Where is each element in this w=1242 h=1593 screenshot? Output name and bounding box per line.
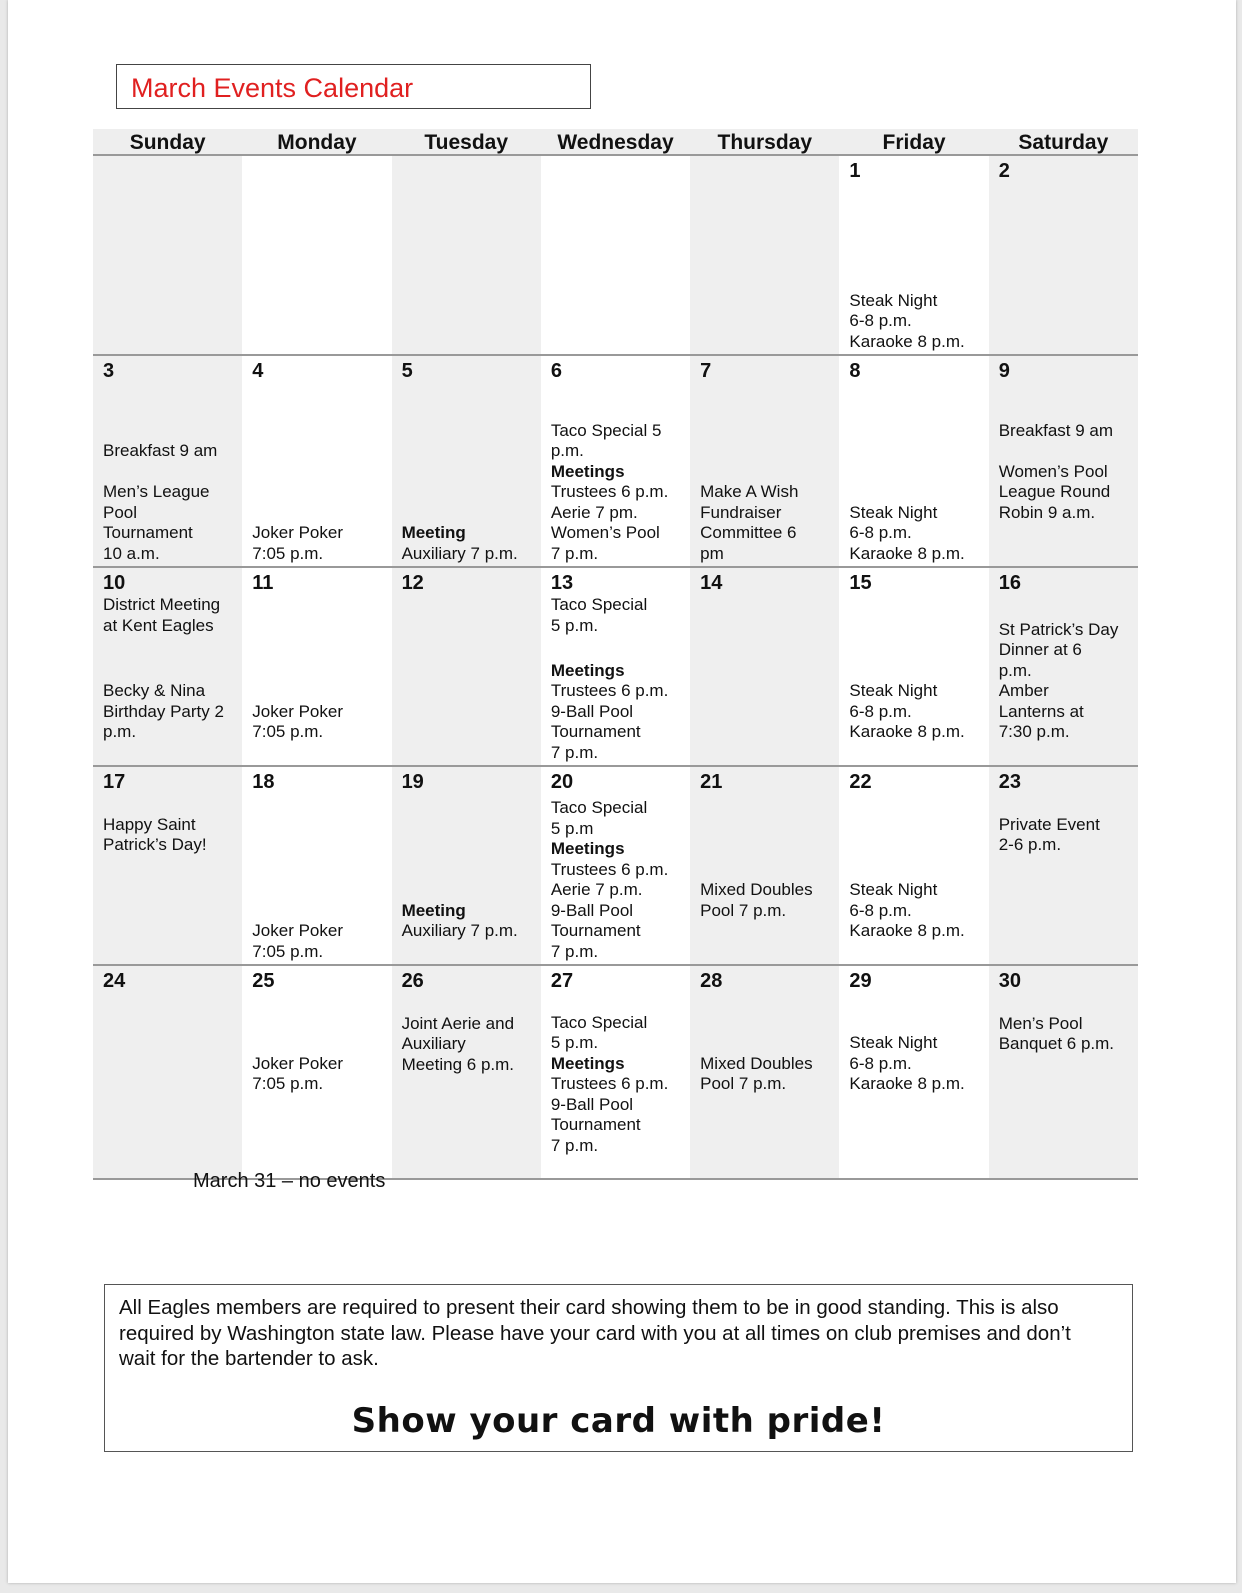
event-line: Steak Night <box>849 1033 938 1053</box>
day-events <box>849 794 978 964</box>
event-line: Men’s League <box>103 482 210 501</box>
day-cell <box>541 966 690 1178</box>
event-line: Fundraiser <box>700 502 782 522</box>
day-cell <box>989 156 1138 354</box>
day-events-top <box>999 993 1128 1055</box>
event-line: 6-8 p.m. <box>849 900 912 920</box>
day-events <box>849 383 978 566</box>
day-events <box>999 595 1128 765</box>
event-line: Joker Poker <box>252 921 343 940</box>
day-events <box>551 383 680 566</box>
event-line: Taco Special <box>550 1012 648 1032</box>
day-cell <box>93 156 242 354</box>
event-line: 6-8 p.m. <box>849 311 912 330</box>
event-line: Auxiliary 7 p.m. <box>401 543 518 563</box>
notice-text: All Eagles members are required to present their card showing them to be in good standing. This is also required by Washington state law. Please have your card with you at all times on club premises and don’t wait for the bartender to ask. <box>119 1296 1071 1370</box>
event-line <box>849 942 978 963</box>
day-events <box>103 993 232 1178</box>
day-cell <box>93 966 242 1178</box>
event-line: 9-Ball Pool <box>550 900 634 920</box>
event-line: Committee 6 <box>700 523 797 542</box>
day-events <box>551 993 680 1178</box>
membership-notice <box>104 1284 1133 1452</box>
no-events-note: March 31 – no events <box>193 1170 386 1192</box>
event-line: Breakfast 9 am <box>103 441 218 460</box>
event-line: Steak Night <box>849 502 938 522</box>
event-line: Aerie 7 p.m. <box>550 880 643 899</box>
event-line: Happy Saint <box>103 814 196 834</box>
weekday-friday: Friday <box>882 131 946 154</box>
day-events <box>402 794 531 964</box>
event-line <box>999 544 1128 565</box>
event-line: p.m. <box>550 441 584 460</box>
event-line: League Round <box>998 482 1111 501</box>
event-line <box>103 462 232 483</box>
notice-tagline: Show your card with pride! <box>351 1401 886 1441</box>
day-events <box>849 595 978 765</box>
event-line <box>700 1095 829 1116</box>
day-cell <box>242 156 391 354</box>
event-line: Private Event <box>998 814 1100 834</box>
day-cell <box>392 966 541 1178</box>
week-row <box>93 156 1138 356</box>
event-line: 7 p.m. <box>550 941 599 961</box>
day-number: 26 <box>401 970 424 992</box>
day-events <box>103 159 232 354</box>
day-events-top <box>999 794 1128 856</box>
event-line: Lanterns at <box>998 701 1084 721</box>
day-number: 28 <box>700 970 723 992</box>
day-number: 5 <box>401 360 413 382</box>
event-line: Banquet 6 p.m. <box>998 1034 1115 1053</box>
event-line: Becky & Nina <box>103 681 206 700</box>
day-cell <box>989 356 1138 566</box>
calendar-weeks <box>93 156 1138 1180</box>
day-number: 18 <box>252 771 275 793</box>
event-line: Auxiliary <box>401 1034 466 1053</box>
event-line: Meeting <box>401 523 466 542</box>
title-box <box>116 64 591 109</box>
day-events <box>999 1055 1128 1179</box>
event-line: Meeting <box>401 900 466 920</box>
event-line: Meeting 6 p.m. <box>401 1054 515 1074</box>
day-events <box>551 794 680 964</box>
event-line: Joint Aerie and <box>401 1013 515 1033</box>
day-cell <box>541 568 690 765</box>
event-line: Trustees 6 p.m. <box>550 482 669 501</box>
event-line: 6-8 p.m. <box>849 1053 912 1073</box>
day-cell <box>541 156 690 354</box>
event-line: 5 p.m. <box>550 615 599 635</box>
event-line: Steak Night <box>849 880 938 899</box>
day-events <box>700 595 829 765</box>
day-cell <box>392 356 541 566</box>
day-cell <box>690 767 839 964</box>
event-line: Mixed Doubles <box>700 1053 813 1073</box>
day-number: 23 <box>998 771 1021 793</box>
event-line: Tournament <box>550 722 641 741</box>
week-row <box>93 356 1138 568</box>
event-line <box>700 942 829 963</box>
event-line: Taco Special 5 <box>550 420 662 440</box>
day-number: 29 <box>849 970 872 992</box>
day-events <box>700 993 829 1178</box>
day-cell <box>93 767 242 964</box>
event-line: Steak Night <box>849 681 938 700</box>
event-line <box>402 942 531 963</box>
day-events <box>402 595 531 765</box>
event-line <box>700 921 829 942</box>
event-line: Auxiliary 7 p.m. <box>401 921 518 940</box>
event-line: Meetings <box>550 461 625 481</box>
weekday-monday: Monday <box>277 131 357 154</box>
day-number: 11 <box>252 572 274 594</box>
day-events <box>252 383 381 566</box>
event-line <box>849 1095 978 1116</box>
event-line: Meetings <box>550 660 625 680</box>
event-line: Robin 9 a.m. <box>998 502 1096 522</box>
day-cell <box>541 356 690 566</box>
day-cell <box>839 156 988 354</box>
event-line: Taco Special <box>550 595 648 614</box>
day-number: 15 <box>849 572 872 594</box>
day-number: 7 <box>700 360 712 382</box>
weekday-tuesday: Tuesday <box>424 131 509 154</box>
event-line: 7:30 p.m. <box>998 722 1070 741</box>
day-cell <box>242 356 391 566</box>
day-number: 30 <box>998 970 1021 992</box>
weekday-saturday: Saturday <box>1018 131 1109 154</box>
event-line: Breakfast 9 am <box>998 420 1114 440</box>
day-number: 13 <box>550 572 574 594</box>
event-line: District Meeting <box>103 595 221 614</box>
day-events <box>402 383 531 566</box>
day-events <box>103 636 232 765</box>
event-line: p.m. <box>103 722 137 741</box>
event-line: 7:05 p.m. <box>252 941 324 961</box>
event-line: Trustees 6 p.m. <box>550 859 669 879</box>
event-line: Trustees 6 p.m. <box>550 681 669 700</box>
day-cell <box>839 767 988 964</box>
weekday-thursday: Thursday <box>717 131 813 154</box>
day-events <box>252 159 381 354</box>
day-cell <box>839 568 988 765</box>
day-events <box>103 383 232 566</box>
day-number: 9 <box>998 360 1010 382</box>
event-line <box>402 993 531 1014</box>
day-cell <box>93 356 242 566</box>
day-cell <box>839 966 988 1178</box>
day-events <box>999 856 1128 965</box>
day-number: 16 <box>998 572 1021 594</box>
day-number: 1 <box>849 160 861 182</box>
day-number: 22 <box>849 771 872 793</box>
day-number: 8 <box>849 360 861 382</box>
event-line <box>252 1095 381 1116</box>
day-number: 27 <box>550 970 574 992</box>
day-cell <box>242 966 391 1178</box>
day-events <box>252 794 381 964</box>
day-number: 12 <box>401 572 424 594</box>
event-line: 6-8 p.m. <box>849 701 912 721</box>
event-line <box>252 743 381 764</box>
event-line: 7 p.m. <box>550 1135 599 1155</box>
event-line: Amber <box>998 681 1049 700</box>
event-line: Joker Poker <box>252 701 343 721</box>
event-line: Aerie 7 pm. <box>550 502 638 522</box>
day-number: 10 <box>103 572 126 594</box>
day-cell <box>690 966 839 1178</box>
day-cell <box>392 767 541 964</box>
event-line: Meetings <box>550 839 625 858</box>
event-line: Women’s Pool <box>550 523 660 542</box>
day-events-top <box>402 993 531 1075</box>
day-events <box>252 993 381 1178</box>
event-line: 5 p.m. <box>550 1033 599 1053</box>
event-line: Taco Special <box>550 798 648 817</box>
day-events <box>402 159 531 354</box>
event-line: Tournament <box>550 1115 641 1135</box>
day-events-top <box>103 595 232 636</box>
day-events <box>700 794 829 964</box>
day-number: 14 <box>700 572 723 594</box>
event-line: Make A Wish <box>700 482 799 501</box>
document-page <box>8 0 1236 1583</box>
event-line: Joker Poker <box>252 523 343 542</box>
event-line <box>103 743 232 764</box>
day-number: 3 <box>103 360 115 382</box>
event-line: 7 p.m. <box>550 543 599 563</box>
weekday-header <box>93 129 1138 156</box>
day-events-top <box>551 595 680 636</box>
event-line: 6-8 p.m. <box>849 523 912 542</box>
calendar <box>93 129 1138 1180</box>
day-events <box>849 993 978 1178</box>
day-events <box>551 636 680 765</box>
event-line <box>103 794 232 815</box>
day-events <box>849 183 978 354</box>
event-line: Tournament <box>103 523 193 542</box>
day-events <box>999 383 1128 566</box>
event-line: Tournament <box>550 921 641 940</box>
event-line: Karaoke 8 p.m. <box>849 331 965 351</box>
day-cell <box>93 568 242 765</box>
event-line: Birthday Party 2 <box>103 701 224 721</box>
day-events <box>551 159 680 354</box>
event-line: 7 p.m. <box>550 742 599 762</box>
event-line: Steak Night <box>849 290 938 310</box>
day-events <box>402 1075 531 1178</box>
day-cell <box>392 568 541 765</box>
event-line <box>999 441 1128 462</box>
event-line: 5 p.m <box>550 818 594 838</box>
day-cell <box>392 156 541 354</box>
event-line: St Patrick’s Day <box>998 619 1119 639</box>
event-line: Karaoke 8 p.m. <box>849 543 965 563</box>
day-cell <box>989 568 1138 765</box>
day-cell <box>839 356 988 566</box>
page-title: March Events Calendar <box>131 73 414 103</box>
day-number: 17 <box>103 771 126 793</box>
day-number: 19 <box>401 771 424 793</box>
event-line: Pool 7 p.m. <box>700 1074 787 1094</box>
event-line: Women’s Pool <box>998 461 1108 481</box>
day-cell <box>541 767 690 964</box>
event-line: Pool <box>103 502 138 522</box>
day-cell <box>690 156 839 354</box>
day-number: 24 <box>103 970 126 992</box>
day-events <box>700 159 829 354</box>
day-cell <box>989 966 1138 1178</box>
day-events-top <box>103 794 232 856</box>
day-events <box>999 183 1128 354</box>
event-line: 7:05 p.m. <box>252 722 324 741</box>
event-line <box>849 1115 978 1136</box>
day-cell <box>690 356 839 566</box>
event-line <box>999 523 1128 544</box>
day-number: 25 <box>252 970 275 992</box>
event-line: at Kent Eagles <box>103 615 214 635</box>
event-line: 9-Ball Pool <box>550 1094 634 1114</box>
event-line: 2-6 p.m. <box>998 835 1062 854</box>
day-number: 21 <box>700 771 723 793</box>
event-line: Patrick’s Day! <box>103 835 207 854</box>
event-line: p.m. <box>998 660 1032 680</box>
day-cell <box>242 767 391 964</box>
event-line: Meetings <box>550 1053 625 1073</box>
event-line <box>999 743 1128 764</box>
day-cell <box>690 568 839 765</box>
event-line: Mixed Doubles <box>700 880 813 899</box>
week-row <box>93 767 1138 966</box>
week-row <box>93 966 1138 1180</box>
event-line <box>999 993 1128 1014</box>
week-row <box>93 568 1138 767</box>
event-line <box>999 794 1128 815</box>
event-line: 7:05 p.m. <box>252 543 324 563</box>
event-line: pm <box>700 543 724 563</box>
day-events <box>252 595 381 765</box>
event-line: Joker Poker <box>252 1053 343 1073</box>
event-line: Karaoke 8 p.m. <box>849 722 965 741</box>
day-number: 20 <box>550 771 574 793</box>
day-cell <box>242 568 391 765</box>
event-line: Pool 7 p.m. <box>700 900 787 920</box>
event-line: 9-Ball Pool <box>550 701 634 721</box>
event-line: 7:05 p.m. <box>252 1074 324 1094</box>
event-line: Trustees 6 p.m. <box>550 1074 669 1094</box>
day-events <box>700 383 829 566</box>
day-number: 2 <box>998 160 1010 182</box>
day-events <box>103 856 232 965</box>
weekday-wednesday: Wednesday <box>557 131 674 154</box>
event-line: Karaoke 8 p.m. <box>849 1074 965 1094</box>
event-line: Karaoke 8 p.m. <box>849 921 965 940</box>
weekday-sunday: Sunday <box>129 131 206 154</box>
day-number: 6 <box>550 360 562 382</box>
day-cell <box>989 767 1138 964</box>
day-number: 4 <box>252 360 264 382</box>
event-line: Dinner at 6 <box>998 640 1082 659</box>
event-line: Men’s Pool <box>998 1013 1083 1033</box>
event-line: 10 a.m. <box>103 543 160 563</box>
event-line <box>849 743 978 764</box>
